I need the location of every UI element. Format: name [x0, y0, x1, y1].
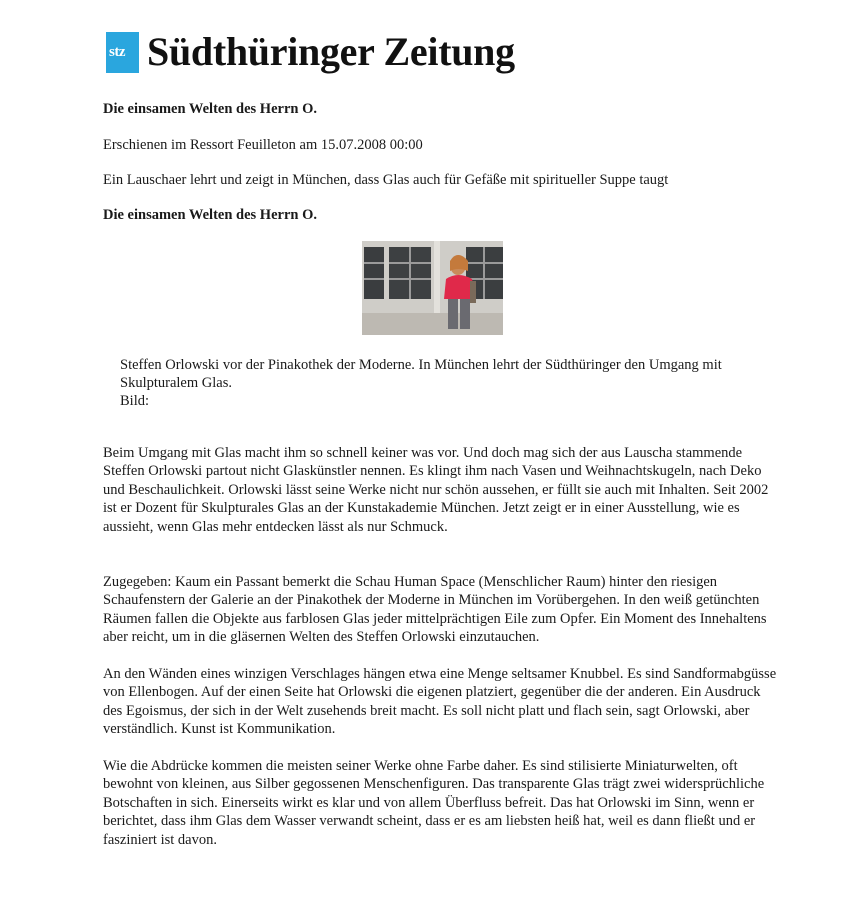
photo-credit: Bild:: [120, 393, 150, 409]
article-paragraph-2: Zugegeben: Kaum ein Passant bemerkt die Schau Human Space (Menschlicher Raum) hinter den riesigen Schaufenstern der Galerie an der Pinakothek der Moderne in München im Vorübergehen. In den weiß getünchten Räumen fallen die Objekte aus farblosen Glas jeder mittelprächtigen Eile zum Opfer. Ein Moment des Innehaltens aber reicht, um in die gläsernen Welten des Steffen Orlowski einzutauchen.: [103, 574, 767, 646]
article-headline: Die einsamen Welten des Herrn O.: [103, 101, 317, 117]
article-paragraph-4: Wie die Abdrücke kommen die meisten seiner Werke ohne Farbe daher. Es sind stilisierte Miniaturwelten, oft bewohnt von kleinen, aus Silber gegossenen Menschenfiguren. Das transparente Glas trägt zwei widersprüchliche Botschaften in sich. Einerseits wirkt es klar und von allem Überfluss befreit. Das hat Orlowski im Sinn, wenn er berichtet, dass ihm Glas dem Wasser verwandt scheint, dass er es am liebsten heiß hat, weil es dann fließt und er fasziniert ist davon.: [103, 758, 765, 848]
article-paragraph-3: An den Wänden eines winzigen Verschlages hängen etwa eine Menge seltsamer Knubbel. Es sind Sandformabgüsse von Ellenbogen. Auf der einen Seite hat Orlowski die eigenen platziert, gegenüber die der anderen. Ein Ausdruck des Egoismus, der sich in der Welt zusehends breit macht. Es soll nicht platt und flach sein, sagt Orlowski, aber verständlich. Kunst ist Kommunikation.: [103, 666, 777, 738]
photo-caption-block: [120, 356, 780, 410]
masthead: [106, 28, 515, 76]
publication-info: Erschienen im Ressort Feuilleton am 15.07.2008 00:00: [103, 137, 423, 153]
article-subhead: Die einsamen Welten des Herrn O.: [103, 207, 317, 223]
logo-text: stz: [109, 43, 125, 60]
photo-caption: Steffen Orlowski vor der Pinakothek der Moderne. In München lehrt der Südthüringer den Umgang mit Skulpturalem Glas.: [120, 357, 722, 391]
article-paragraph-1: Beim Umgang mit Glas macht ihm so schnell keiner was vor. Und doch mag sich der aus Lauscha stammende Steffen Orlowski partout nicht Glaskünstler nennen. Es klingt ihm nach Vasen und Weihnachtskugeln, nach Deko und Beschaulichkeit. Orlowski lässt seine Werke nicht nur schön aussehen, er füllt sie auch mit Inhalten. Seit 2002 ist er Dozent für Skulpturales Glas an der Kunstakademie München. Jetzt zeigt er in einer Ausstellung, wie es aussieht, wenn Glas mehr entdecken lässt als nur Schmuck.: [103, 445, 769, 535]
newspaper-name: Südthüringer Zeitung: [147, 29, 515, 74]
stz-logo: [106, 32, 139, 73]
article-photo: [362, 241, 503, 335]
article-teaser: Ein Lauschaer lehrt und zeigt in München, dass Glas auch für Gefäße mit spiritueller Suppe taugt: [103, 172, 669, 188]
